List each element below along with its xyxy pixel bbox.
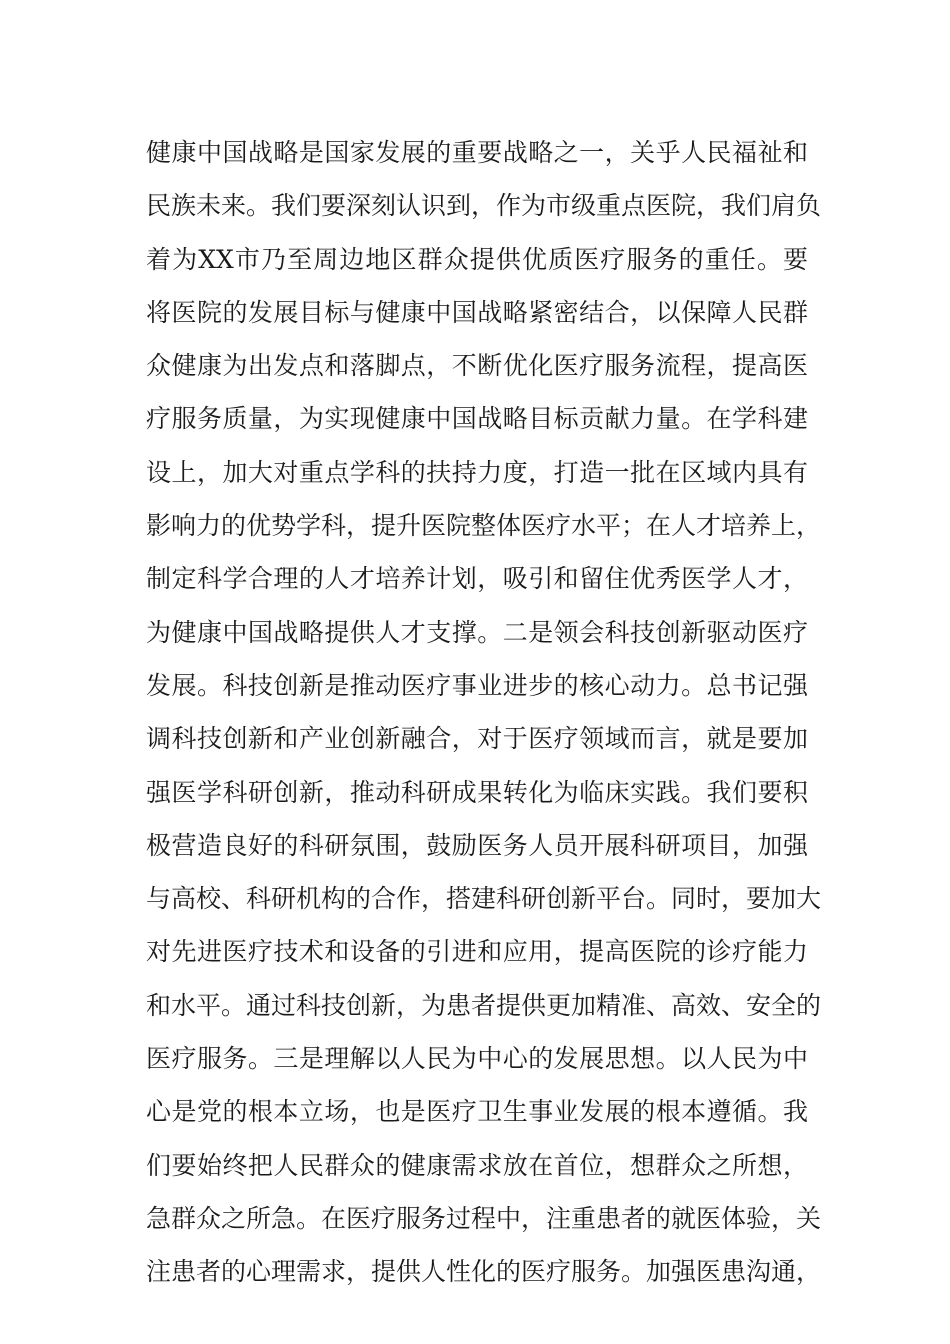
text-line: 注患者的心理需求，提供人性化的医疗服务。加强医患沟通， [146,1257,822,1287]
text-line: 设上，加大对重点学科的扶持力度，打造一批在区域内具有 [146,457,808,487]
text-line: 心是党的根本立场，也是医疗卫生事业发展的根本遵循。我 [146,1097,808,1127]
text-line: 影响力的优势学科，提升医院整体医疗水平；在人才培养上， [146,511,822,541]
text-line: 调科技创新和产业创新融合，对于医疗领域而言，就是要加 [146,724,808,754]
text-line: 发展。科技创新是推动医疗事业进步的核心动力。总书记强 [146,670,808,700]
text-line: 众健康为出发点和落脚点，不断优化医疗服务流程，提高医 [146,351,808,381]
text-line: 着为XX市乃至周边地区群众提供优质医疗服务的重任。要 [146,244,808,274]
body-text [146,126,822,1299]
text-line: 疗服务质量，为实现健康中国战略目标贡献力量。在学科建 [146,404,808,434]
text-line: 急群众之所急。在医疗服务过程中，注重患者的就医体验，关 [146,1203,822,1233]
text-line: 健康中国战略是国家发展的重要战略之一，关乎人民福祉和 [146,138,808,167]
text-line: 强医学科研创新，推动科研成果转化为临床实践。我们要积 [146,777,808,807]
text-line: 对先进医疗技术和设备的引进和应用，提高医院的诊疗能力 [146,937,808,967]
text-line: 民族未来。我们要深刻认识到，作为市级重点医院，我们肩负 [146,191,822,221]
text-line: 和水平。通过科技创新，为患者提供更加精准、高效、安全的 [146,990,822,1020]
text-line: 为健康中国战略提供人才支撑。二是领会科技创新驱动医疗 [146,617,808,647]
text-line: 与高校、科研机构的合作，搭建科研创新平台。同时，要加大 [146,884,822,914]
text-line: 们要始终把人民群众的健康需求放在首位，想群众之所想， [146,1150,808,1180]
text-line: 医疗服务。三是理解以人民为中心的发展思想。以人民为中 [146,1044,808,1074]
text-line: 极营造良好的科研氛围，鼓励医务人员开展科研项目，加强 [146,830,808,860]
text-line: 将医院的发展目标与健康中国战略紧密结合，以保障人民群 [146,297,808,327]
text-line: 制定科学合理的人才培养计划，吸引和留住优秀医学人才， [146,564,808,594]
